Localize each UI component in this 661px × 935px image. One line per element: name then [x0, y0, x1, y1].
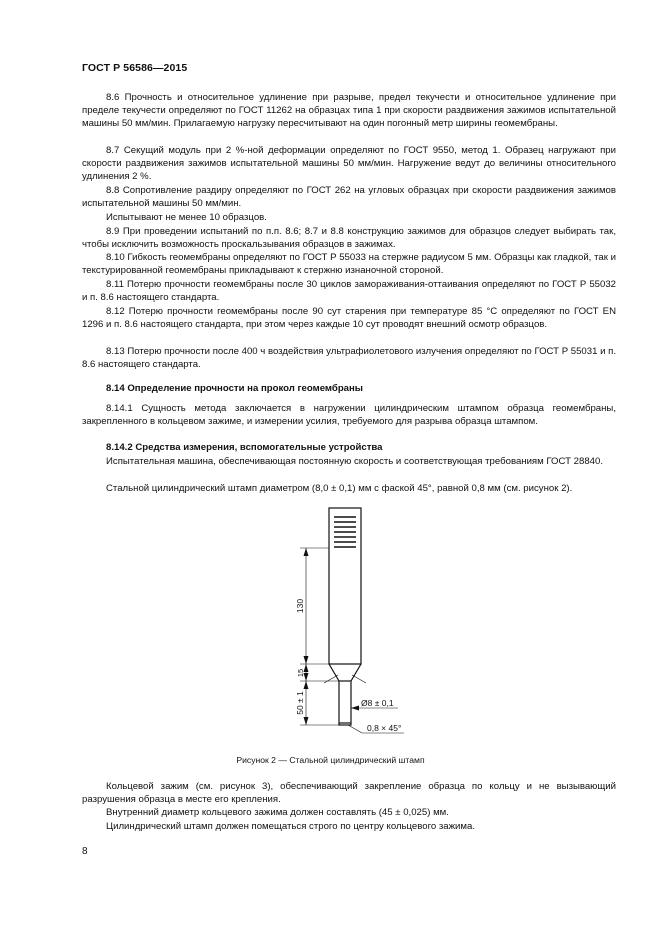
dimension-diameter: Ø8 ± 0,1: [361, 698, 394, 708]
figure-2-caption: Рисунок 2 — Стальной цилиндрический штамп: [236, 755, 425, 765]
figure-2-stamp-drawing: [280, 505, 420, 745]
paragraph-stamp-centering: Цилиндрический штамп должен помещаться строго по центру кольцевого зажима.: [106, 821, 475, 832]
paragraph-8-14-1: 8.14.1 Сущность метода заключается в нагружении цилиндрическим штампом образца геомембраны, закрепленного в кольцевом зажиме, и измерении усилия, требуемого для разрыва образца штампом.: [82, 403, 616, 428]
paragraph-clamp-diameter: Внутренний диаметр кольцевого зажима должен составлять (45 ± 0,025) мм.: [106, 807, 449, 818]
section-heading-8-14: 8.14 Определение прочности на прокол геомембраны: [106, 383, 364, 394]
paragraph-ring-clamp: Кольцевой зажим (см. рисунок 3), обеспечивающий закрепление образца по кольцу и не вызывающий разрушения образца в месте его крепления.: [82, 781, 616, 806]
paragraph-8-10: 8.10 Гибкость геомембраны определяют по ГОСТ Р 55033 на стержне радиусом 5 мм. Образцы как гладкой, так и текстурированной геомембраны прикладывают к стержню изнаночной стороной.: [82, 252, 616, 277]
stamp-taper: [329, 664, 361, 681]
paragraph-8-7: 8.7 Секущий модуль при 2 %-ной деформации определяют по ГОСТ 9550, метод 1. Образец нагружают при скорости раздвижения зажимов испытательной машины 50 мм/мин. Нагружение ведут до величины относительного удлинения 2 %.: [82, 145, 616, 183]
stamp-tip: [339, 681, 351, 725]
paragraph-8-9: 8.9 При проведении испытаний по п.п. 8.6; 8.7 и 8.8 конструкцию зажимов для образцов следует выбирать так, чтобы исключить возможность проскальзывания образцов в зажимах.: [82, 226, 616, 251]
dimension-15: 15: [296, 668, 305, 678]
paragraph-8-13: 8.13 Потерю прочности после 400 ч воздействия ультрафиолетового излучения определяют по ГОСТ Р 55031 и п. 8.6 настоящего стандарта.: [82, 346, 616, 371]
paragraph-8-8: 8.8 Сопротивление раздиру определяют по ГОСТ 262 на угловых образцах при скорости раздвижения зажимов испытательной машины 50 мм/мин.: [82, 185, 616, 210]
paragraph-steel-stamp: Стальной цилиндрический штамп диаметром (8,0 ± 0,1) мм с фаской 45°, равной 0,8 мм (см. рисунок 2).: [106, 483, 573, 494]
dimension-50: 50 ± 1: [295, 691, 305, 715]
dimension-130: 130: [295, 598, 305, 614]
chamfer-leader: [348, 725, 362, 733]
document-header: ГОСТ Р 56586—2015: [82, 62, 188, 74]
page-number: 8: [82, 846, 88, 857]
paragraph-8-6: 8.6 Прочность и относительное удлинение при разрыве, предел текучести и относительное удлинение при пределе текучести определяют по ГОСТ 11262 на образцах типа 1 при скорости раздвижения зажимов испытательной машины 50 мм/мин. Прилагаемую нагрузку пересчитывают на один погонный метр ширины геомембраны.: [82, 92, 616, 130]
knurl-lines: [334, 517, 356, 547]
dimension-chamfer: 0,8 × 45°: [367, 723, 402, 733]
paragraph-8-11: 8.11 Потерю прочности геомембраны после 30 циклов замораживания-оттаивания определяют по ГОСТ Р 55032 и п. 8.6 настоящего стандарта.: [82, 279, 616, 304]
paragraph-8-12: 8.12 Потерю прочности геомембраны после 90 сут старения при температуре 85 °С определяют по ГОСТ EN 1296 и п. 8.6 настоящего стандарта, при этом через каждые 10 сут проводят внешний осмотр образцов.: [82, 306, 616, 331]
paragraph-8-8-samples: Испытывают не менее 10 образцов.: [106, 212, 267, 223]
subsection-heading-8-14-2: 8.14.2 Средства измерения, вспомогательные устройства: [106, 442, 383, 453]
paragraph-test-machine: Испытательная машина, обеспечивающая постоянную скорость и соответствующая требованиям ГОСТ 28840.: [106, 456, 603, 467]
